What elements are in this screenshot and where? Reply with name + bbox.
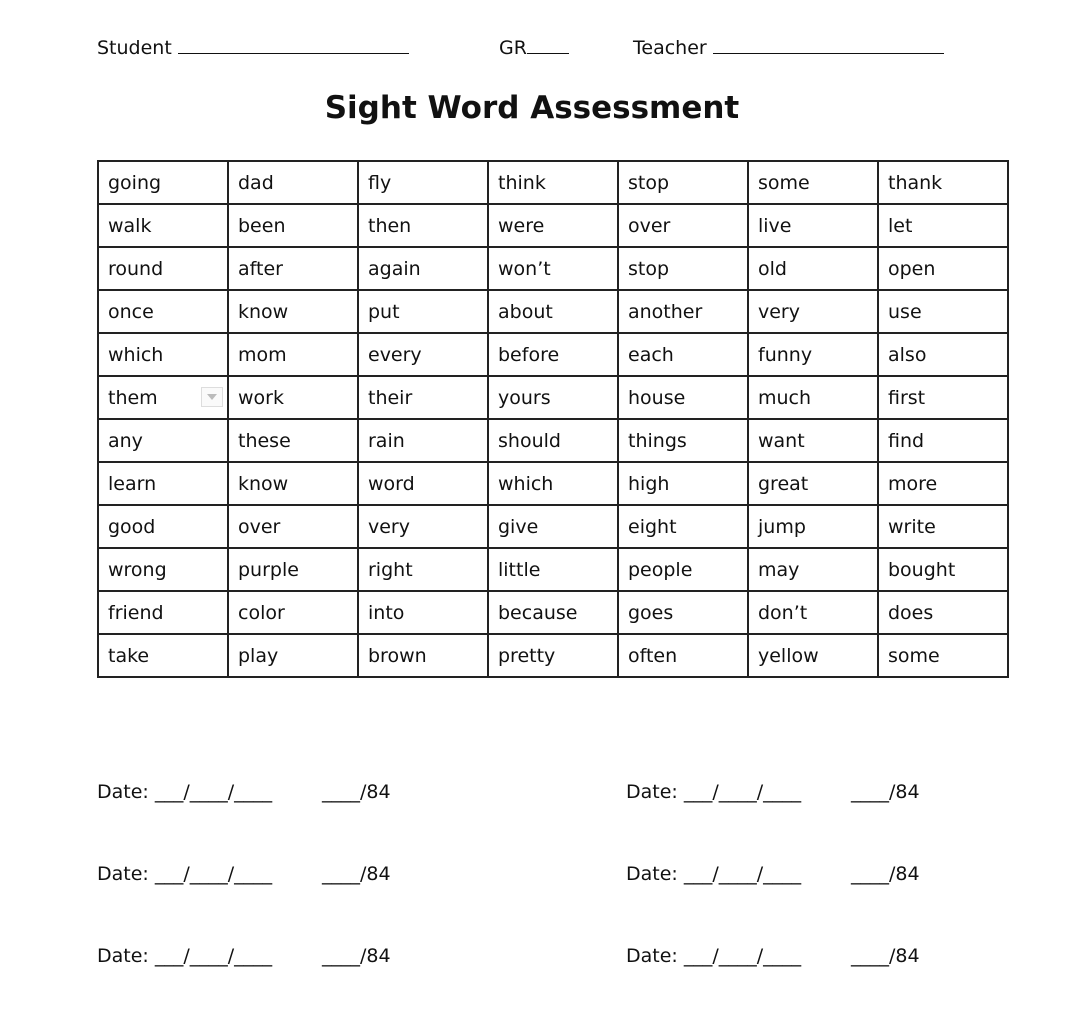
score-field[interactable]: ____/84 [322,781,391,803]
word-cell [878,333,1008,376]
word: want [758,429,805,452]
word: stop [628,171,670,194]
word: very [758,300,800,323]
word: yellow [758,644,819,667]
word-cell [488,591,618,634]
word: often [628,644,678,667]
word: which [498,472,554,495]
word: pretty [498,644,556,667]
word: once [108,300,154,323]
word-cell [488,505,618,548]
word-cell [618,634,748,677]
word: play [238,644,279,667]
word: learn [108,472,157,495]
word-cell [228,462,358,505]
word-cell [618,462,748,505]
word: brown [368,644,427,667]
table-row [98,376,1008,419]
score-field[interactable]: ____/84 [851,863,920,885]
word: some [758,171,810,194]
word: dad [238,171,274,194]
word-cell [618,290,748,333]
word: their [368,386,413,409]
teacher-blank[interactable] [713,35,944,54]
word: word [368,472,415,495]
word-cell [358,161,488,204]
word-cell [748,204,878,247]
word: take [108,644,150,667]
word: goes [628,601,674,624]
word-cell [488,548,618,591]
dropdown-arrow-icon[interactable] [201,387,223,407]
word-cell [748,161,878,204]
date-field[interactable]: Date: ___/____/____ [626,945,802,967]
word: every [368,343,422,366]
word-cell [748,505,878,548]
date-field[interactable]: Date: ___/____/____ [626,863,802,885]
table-row [98,290,1008,333]
word: let [888,214,913,237]
score-field[interactable]: ____/84 [322,863,391,885]
word: know [238,300,289,323]
grade-field[interactable] [499,35,569,59]
word-cell [98,161,228,204]
word-cell [98,548,228,591]
word-cell [748,333,878,376]
word-cell [228,548,358,591]
word-cell [878,591,1008,634]
word-cell [618,505,748,548]
table-row [98,505,1008,548]
word: high [628,472,670,495]
word: then [368,214,412,237]
table-row [98,419,1008,462]
word: been [238,214,286,237]
word-cell [748,247,878,290]
word: also [888,343,927,366]
word: were [498,214,545,237]
word-cell [618,419,748,462]
word: good [108,515,156,538]
word-cell [618,376,748,419]
word-cell [488,204,618,247]
word-cell [618,204,748,247]
word-cell [98,376,228,419]
word-cell [748,376,878,419]
word: won’t [498,257,551,280]
score-field[interactable]: ____/84 [851,945,920,967]
table-row [98,161,1008,204]
word: wrong [108,558,167,581]
word: another [628,300,703,323]
word: first [888,386,926,409]
word: mom [238,343,287,366]
word-cell [98,634,228,677]
word-cell [878,419,1008,462]
word-cell [618,161,748,204]
word: may [758,558,800,581]
date-field[interactable]: Date: ___/____/____ [97,781,273,803]
word-cell [358,591,488,634]
word-cell [878,161,1008,204]
word-cell [878,634,1008,677]
word-cell [488,376,618,419]
student-label: Student [97,37,172,59]
table-row [98,247,1008,290]
word: round [108,257,164,280]
word: give [498,515,539,538]
word-cell [98,462,228,505]
word-cell [488,462,618,505]
table-row [98,333,1008,376]
word-cell [358,204,488,247]
word-cell [228,591,358,634]
word-cell [878,548,1008,591]
word-cell [748,591,878,634]
word: which [108,343,164,366]
word: again [368,257,421,280]
word-cell [358,548,488,591]
word-cell [748,290,878,333]
word: little [498,558,541,581]
word-cell [358,247,488,290]
word-cell [98,247,228,290]
word: going [108,171,162,194]
table-row [98,591,1008,634]
word: write [888,515,936,538]
date-field[interactable]: Date: ___/____/____ [626,781,802,803]
word-cell [228,290,358,333]
word-cell [358,333,488,376]
word-cell [878,247,1008,290]
word-cell [358,634,488,677]
word: great [758,472,809,495]
word-cell [228,204,358,247]
word-cell [618,333,748,376]
word: much [758,386,812,409]
word: rain [368,429,405,452]
word-cell [878,376,1008,419]
word-cell [228,505,358,548]
word-cell [618,548,748,591]
word-cell [228,247,358,290]
word: know [238,472,289,495]
word-cell [228,376,358,419]
word: because [498,601,578,624]
word-cell [98,333,228,376]
word-cell [878,505,1008,548]
word: house [628,386,686,409]
word: more [888,472,938,495]
word-cell [618,247,748,290]
word: eight [628,515,677,538]
word-cell [228,161,358,204]
word: before [498,343,560,366]
word: live [758,214,792,237]
word-cell [358,505,488,548]
word-cell [98,419,228,462]
word-cell [878,290,1008,333]
word: funny [758,343,813,366]
word-cell [358,419,488,462]
date-field[interactable]: Date: ___/____/____ [97,863,273,885]
word: find [888,429,925,452]
word: use [888,300,922,323]
word: stop [628,257,670,280]
word-cell [488,419,618,462]
word-cell [98,591,228,634]
word: these [238,429,291,452]
word: things [628,429,687,452]
table-row [98,462,1008,505]
word-cell [228,634,358,677]
student-field[interactable] [97,35,409,59]
word: any [108,429,143,452]
word: does [888,601,934,624]
teacher-field[interactable] [633,35,944,59]
word: them [108,386,158,409]
word: think [498,171,546,194]
word: put [368,300,400,323]
word-cell [748,634,878,677]
grade-label: GR [499,37,527,59]
word: color [238,601,285,624]
word-cell [488,333,618,376]
page-title: Sight Word Assessment [324,90,740,126]
word-cell [358,462,488,505]
word-cell [358,290,488,333]
word-cell [878,462,1008,505]
word: work [238,386,284,409]
word-cell [98,290,228,333]
word: over [238,515,281,538]
teacher-label: Teacher [633,37,707,59]
word: some [888,644,940,667]
word-cell [98,204,228,247]
word: bought [888,558,956,581]
table-row [98,204,1008,247]
word: people [628,558,693,581]
word: right [368,558,413,581]
word: over [628,214,671,237]
word: about [498,300,553,323]
word-cell [228,419,358,462]
word: yours [498,386,551,409]
word: friend [108,601,164,624]
word: into [368,601,405,624]
word-cell [488,634,618,677]
word-cell [488,247,618,290]
word: don’t [758,601,808,624]
date-field[interactable]: Date: ___/____/____ [97,945,273,967]
word: should [498,429,561,452]
word-cell [228,333,358,376]
word: jump [758,515,806,538]
word-cell [358,376,488,419]
word-cell [748,419,878,462]
word-cell [878,204,1008,247]
table-row [98,548,1008,591]
student-blank[interactable] [178,35,409,54]
word: old [758,257,787,280]
word-table [97,160,1009,678]
word-cell [748,548,878,591]
score-field[interactable]: ____/84 [851,781,920,803]
word-cell [618,591,748,634]
score-field[interactable]: ____/84 [322,945,391,967]
word-cell [748,462,878,505]
word: after [238,257,283,280]
word: very [368,515,410,538]
word: each [628,343,674,366]
word-cell [488,161,618,204]
word: fly [368,171,392,194]
word: purple [238,558,299,581]
table-row [98,634,1008,677]
word: open [888,257,936,280]
word: thank [888,171,943,194]
word-cell [488,290,618,333]
grade-blank[interactable] [527,35,569,54]
word: walk [108,214,152,237]
word-cell [98,505,228,548]
